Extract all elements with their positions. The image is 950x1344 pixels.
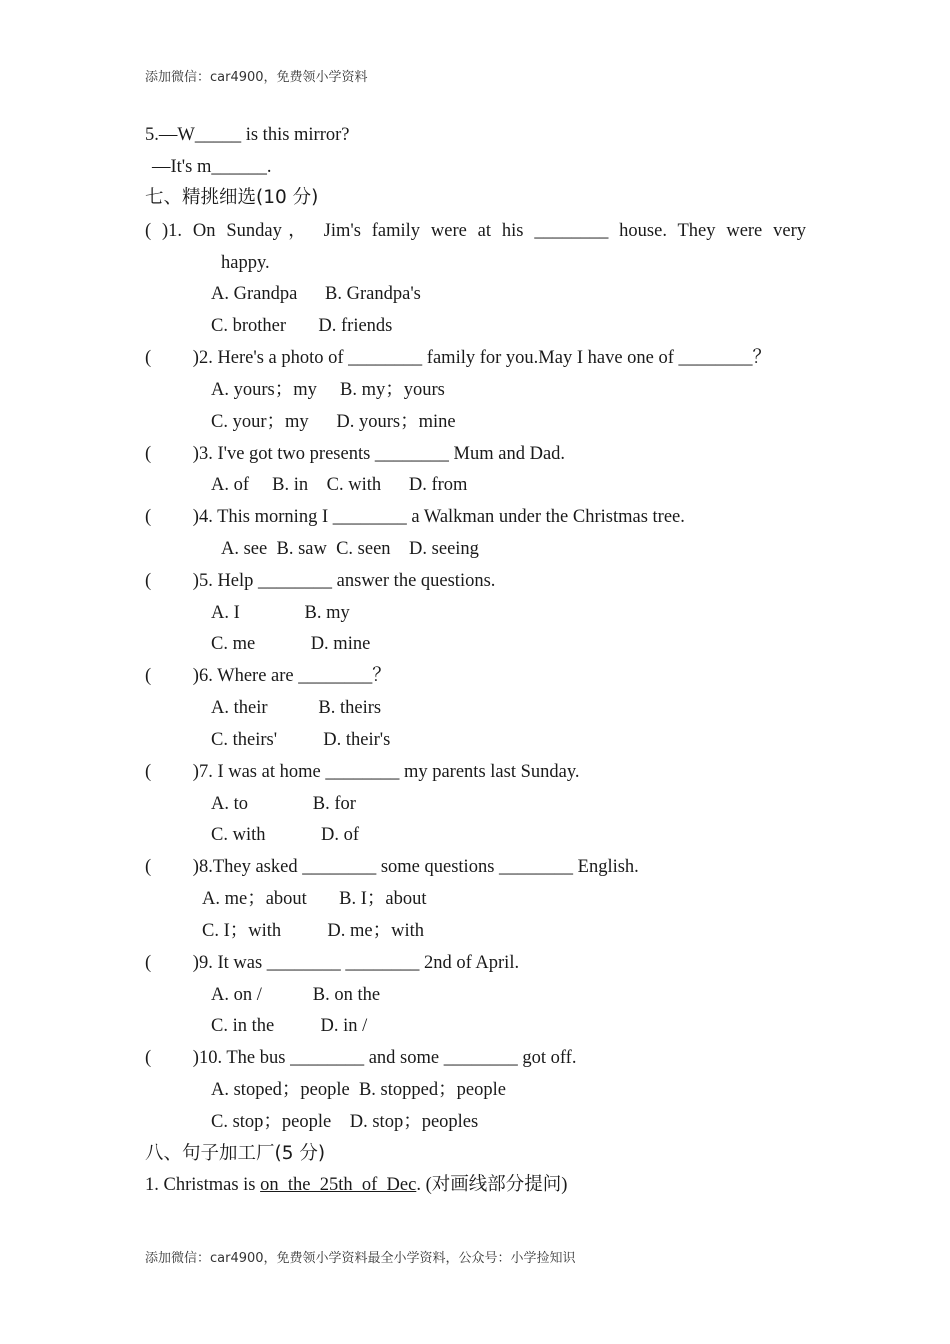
section8-q1 [145,1173,567,1197]
q7-options-2: C. with D. of [211,825,359,845]
q5-options-2: C. me D. mine [211,634,371,654]
section8-title: 八、句子加工厂(5 分) [145,1143,326,1164]
q8-options-1: A. me；about B. I；about [202,889,427,909]
q10-options-1: A. stoped；people B. stopped；people [211,1080,506,1100]
footer-note: 添加微信：car4900，免费领小学资料最全小学资料，公众号：小学捡知识 [145,1251,576,1266]
q9-stem: ( )9. It was ________ ________ 2nd of April. [145,953,520,973]
q10-stem: ( )10. The bus ________ and some ________ got off. [145,1048,577,1068]
q4-options-1: A. see B. saw C. seen D. seeing [221,539,479,559]
q10-options-2: C. stop；people D. stop；peoples [211,1112,479,1132]
q9-options-1: A. on / B. on the [211,985,381,1005]
q8-stem: ( )8.They asked ________ some questions ________ English. [145,857,639,877]
prev-q5-line1: 5.—W_____ is this mirror? [145,125,350,145]
q7-stem: ( )7. I was at home ________ my parents last Sunday. [145,762,580,782]
q6-options-2: C. theirs' D. their's [211,730,391,750]
q3-options-1: A. of B. in C. with D. from [211,475,468,495]
q5-stem: ( )5. Help ________ answer the questions. [145,571,496,591]
section7-title: 七、精挑细选(10 分) [145,187,319,208]
q2-options-2: C. your；my D. yours；mine [211,412,456,432]
q1-stem-cont: happy. [221,253,270,273]
q4-stem: ( )4. This morning I ________ a Walkman under the Christmas tree. [145,507,685,527]
q6-stem: ( )6. Where are ________？ [145,666,391,686]
q1-options-2: C. brother D. friends [211,316,393,336]
q2-stem: ( )2. Here's a photo of ________ family for you.May I have one of ________？ [145,348,772,368]
q5-options-1: A. I B. my [211,603,350,623]
q6-options-1: A. their B. theirs [211,698,382,718]
header-note: 添加微信：car4900，免费领小学资料 [145,70,368,85]
section8-q1-underlined: on the 25th of Dec [260,1175,417,1195]
q8-options-2: C. I；with D. me；with [202,921,424,941]
q1-stem: ( )1. On Sunday， Jim's family were at his ________ house. They were very [145,221,806,241]
q9-options-2: C. in the D. in / [211,1016,368,1036]
q7-options-1: A. to B. for [211,794,356,814]
section8-q1-prefix: 1. Christmas is [145,1175,261,1195]
q2-options-1: A. yours；my B. my；yours [211,380,445,400]
section8-q1-suffix: . (对画线部分提问) [416,1175,568,1195]
q3-stem: ( )3. I've got two presents ________ Mum and Dad. [145,444,566,464]
prev-q5-line2: —It's m______. [152,157,272,177]
q1-options-1: A. Grandpa B. Grandpa's [211,284,421,304]
